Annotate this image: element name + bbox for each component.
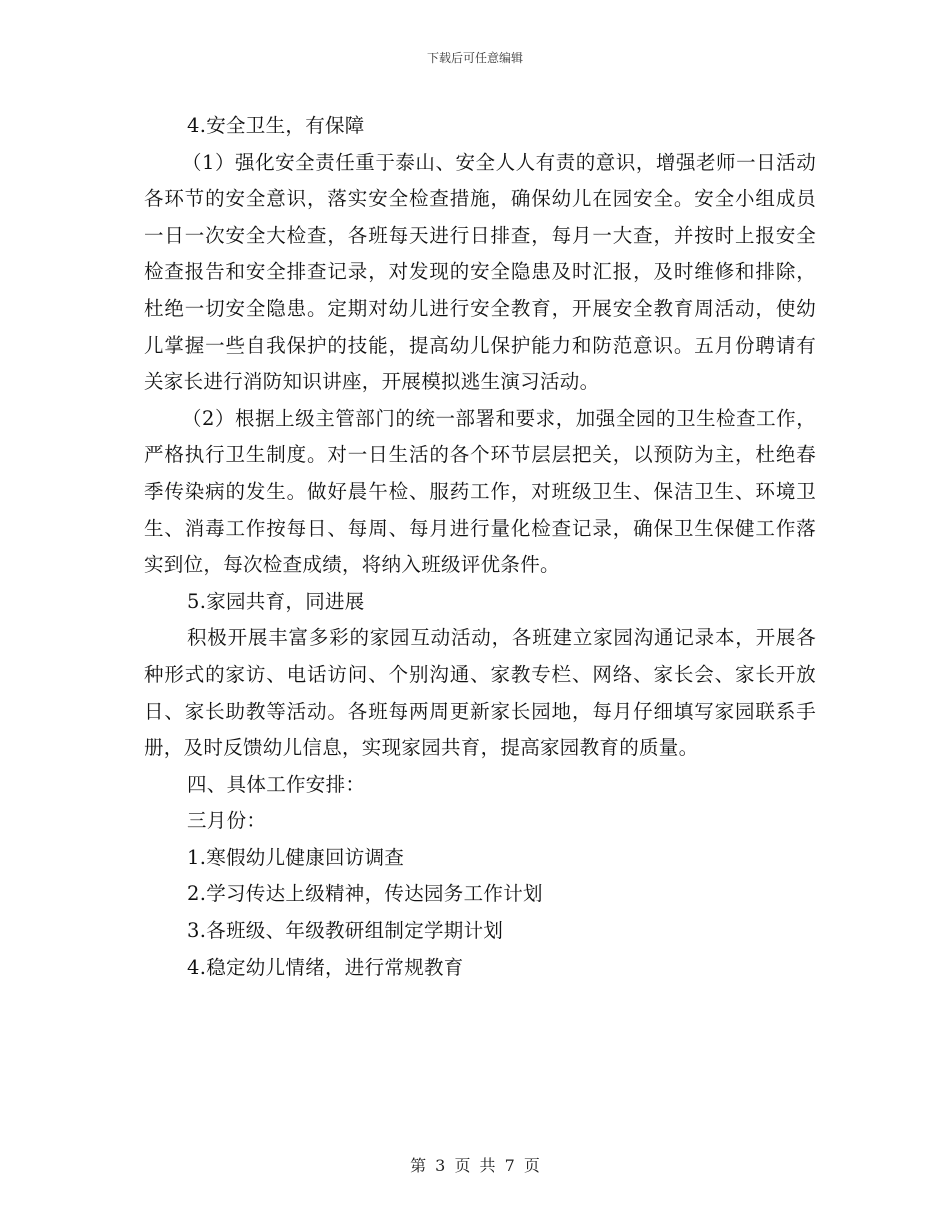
list-item: 3.各班级、年级教研组制定学期计划 bbox=[187, 919, 504, 943]
section-heading-work-arrangement: 四、具体工作安排： bbox=[187, 772, 366, 796]
list-item: 1.寒假幼儿健康回访调查 bbox=[187, 845, 405, 869]
section-heading-home-school: 5.家园共育，同进展 bbox=[187, 589, 365, 613]
paragraph-safety-1: （1）强化安全责任重于泰山、安全人人有责的意识，增强老师一日活动各环节的安全意识，落实安全检查措施，确保幼儿在园安全。安全小组成员一日一次安全大检查，各班每天进行日排查，每月一大查，并按时上报安全检查报告和安全排查记录，对发现的安全隐患及时汇报，及时维修和排除，杜绝一切安全隐患。定期对幼儿进行安全教育，开展安全教育周活动，使幼儿掌握一些自我保护的技能，提高幼儿保护能力和防范意识。五月份聘请有关家长进行消防知识讲座，开展模拟逃生演习活动。 bbox=[144, 150, 816, 394]
document-body bbox=[144, 108, 816, 986]
page-number-footer: 第 3 页 共 7 页 bbox=[410, 1156, 540, 1175]
paragraph-home-school: 积极开展丰富多彩的家园互动活动，各班建立家园沟通记录本，开展各种形式的家访、电话访问、个别沟通、家教专栏、网络、家长会、家长开放日、家长助教等活动。各班每两周更新家长园地，每月仔细填写家园联系手册，及时反馈幼儿信息，实现家园共育，提高家园教育的质量。 bbox=[144, 626, 816, 760]
page-header-note: 下载后可任意编辑 bbox=[426, 51, 523, 65]
paragraph-hygiene-2: （2）根据上级主管部门的统一部署和要求，加强全园的卫生检查工作，严格执行卫生制度。对一日生活的各个环节层层把关，以预防为主，杜绝春季传染病的发生。做好晨午检、服药工作，对班级卫生、保洁卫生、环境卫生、消毒工作按每日、每周、每月进行量化检查记录，确保卫生保健工作落实到位，每次检查成绩，将纳入班级评优条件。 bbox=[144, 406, 816, 577]
list-item: 2.学习传达上级精神，传达园务工作计划 bbox=[187, 882, 543, 906]
month-heading-march: 三月份： bbox=[187, 809, 267, 833]
section-heading-safety: 4.安全卫生，有保障 bbox=[187, 114, 365, 137]
list-item: 4.稳定幼儿情绪，进行常规教育 bbox=[187, 955, 464, 979]
